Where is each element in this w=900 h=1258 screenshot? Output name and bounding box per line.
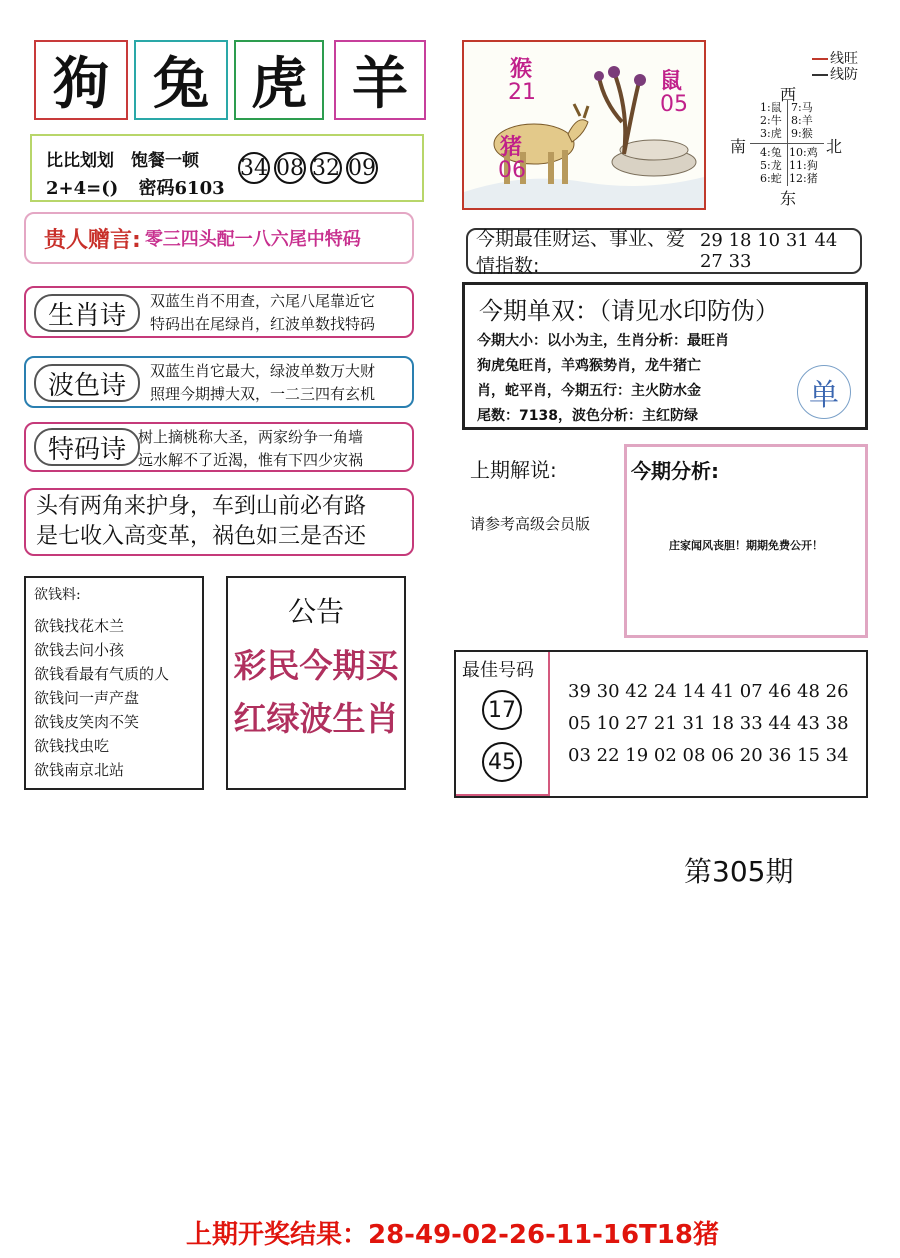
monkey-number: 21	[508, 80, 536, 105]
best-rows	[568, 676, 849, 772]
poem-text: 双蓝生肖不用查，六尾八尾靠近它 特码出在尾绿肖，红波单数找特码	[150, 292, 376, 333]
dir-south: 南	[730, 137, 747, 156]
riddle2-line-2: 是七收入高变革，祸色如三是否还	[36, 524, 367, 549]
picture-box	[462, 40, 706, 210]
riddle-code: 密码6103	[138, 178, 225, 199]
last-result: 上期开奖结果：28-49-02-26-11-16T18猪	[186, 1220, 719, 1250]
noble-title: 贵人赠言:	[44, 227, 141, 253]
compass-q4: 10:鸡 11:狗 12:猪	[789, 146, 818, 185]
dir-east: 东	[780, 189, 797, 208]
pig-label: 猪	[500, 135, 523, 160]
riddle-box	[30, 134, 424, 202]
zodiac-box-1	[34, 40, 128, 120]
riddle2-box	[24, 488, 414, 556]
danshuang-body: 今期大小：以小为主，生肖分析：最旺肖 狗虎兔旺肖，羊鸡猴势肖，龙牛猪亡 肖，蛇平肖，今期五行：主火防水金 尾数：7138，波色分析：主红防绿	[477, 333, 729, 424]
dir-north: 北	[826, 137, 843, 156]
notice-box	[226, 576, 406, 790]
watermark-badge: 单	[797, 365, 851, 419]
zodiac-char: 羊	[352, 51, 408, 117]
best-ball-1: 17	[482, 690, 522, 730]
analysis-box	[624, 444, 868, 638]
analysis-title: 今期分析:	[631, 459, 719, 483]
poem-special	[24, 422, 414, 472]
poem-label: 特码诗	[34, 428, 140, 466]
analysis-text: 庄家闻风丧胆！期期免费公开！	[669, 539, 823, 552]
poem-label: 生肖诗	[34, 294, 140, 332]
compass	[728, 44, 878, 214]
pig-number: 06	[498, 158, 526, 183]
legend-wang: 线旺	[812, 48, 858, 68]
notice-line-1: 彩民今期买	[233, 646, 399, 685]
riddle-formula: 2+4=()	[46, 178, 119, 199]
zodiac-box-4	[334, 40, 426, 120]
best-title: 最佳号码	[462, 660, 534, 681]
zodiac-char: 虎	[251, 51, 307, 117]
list-item: 欲钱问一声产盘	[34, 689, 140, 707]
list-item: 欲钱皮笑肉不笑	[34, 713, 140, 731]
list-item: 欲钱看最有气质的人	[34, 665, 170, 683]
list-item: 欲钱南京北站	[34, 761, 125, 779]
notice-title: 公告	[287, 595, 344, 628]
noble-text: 零三四头配一八六尾中特码	[144, 229, 361, 250]
best-row: 05 10 27 21 31 18 33 44 43 38	[568, 713, 849, 734]
list-item: 欲钱找花木兰	[34, 617, 125, 635]
fortune-box	[466, 228, 862, 277]
fortune-label: 今期最佳财运、事业、爱情指数:	[476, 228, 686, 277]
danshuang-box	[462, 282, 868, 430]
poem-zodiac	[24, 286, 414, 338]
list-item: 欲钱去问小孩	[34, 641, 125, 659]
money-list	[34, 614, 202, 782]
issue-number: 第305期	[684, 855, 794, 888]
last-explain	[470, 454, 620, 544]
zodiac-box-3	[234, 40, 324, 120]
poem-wave	[24, 356, 414, 408]
riddle-balls	[238, 152, 382, 184]
best-left-panel	[456, 652, 550, 796]
poem-text: 树上摘桃称大圣，两家纷争一角墙 远水解不了近渴，惟有下四少灾祸	[138, 428, 364, 469]
list-item: 欲钱找虫吃	[34, 737, 110, 755]
riddle-line-2	[46, 174, 225, 200]
poem-text: 双蓝生肖它最大，绿波单数万大财 照理今期搏大双，一二三四有玄机	[150, 362, 376, 403]
best-numbers-box	[454, 650, 868, 798]
monkey-label: 猴	[510, 57, 533, 82]
best-row: 03 22 19 02 08 06 20 36 15 34	[568, 745, 849, 766]
best-ball-2: 45	[482, 742, 522, 782]
rat-number: 05	[660, 92, 688, 117]
money-box	[24, 576, 204, 790]
dir-west: 西	[780, 85, 797, 104]
compass-hline	[750, 143, 824, 144]
ball: 34	[238, 152, 270, 184]
last-explain-text: 请参考高级会员版	[470, 515, 591, 533]
money-title: 欲钱料:	[34, 587, 81, 603]
compass-q3: 4:兔 5:龙 6:蛇	[760, 146, 782, 185]
poem-label: 波色诗	[34, 364, 140, 402]
legend-fang: 线防	[812, 64, 858, 84]
ball: 09	[346, 152, 378, 184]
riddle-line-1: 比比划划 饱餐一顿	[46, 151, 199, 171]
zodiac-char: 狗	[53, 51, 109, 117]
riddle2-line-1: 头有两角来护身，车到山前必有路	[36, 494, 367, 519]
noble-words-box	[24, 212, 414, 264]
fortune-numbers: 29 18 10 31 44 27 33	[699, 230, 838, 272]
compass-q1: 1:鼠 2:牛 3:虎	[760, 101, 782, 140]
notice-line-2: 红绿波生肖	[233, 699, 399, 738]
zodiac-char: 兔	[153, 51, 209, 117]
zodiac-box-2	[134, 40, 228, 120]
last-explain-title: 上期解说:	[470, 458, 557, 482]
ball: 32	[310, 152, 342, 184]
ball: 08	[274, 152, 306, 184]
best-row: 39 30 42 24 14 41 07 46 48 26	[568, 681, 849, 702]
compass-q2: 7:马 8:羊 9:猴	[791, 101, 813, 140]
rat-label: 鼠	[660, 69, 683, 94]
danshuang-title: 今期单双：（请见水印防伪）	[479, 297, 779, 325]
